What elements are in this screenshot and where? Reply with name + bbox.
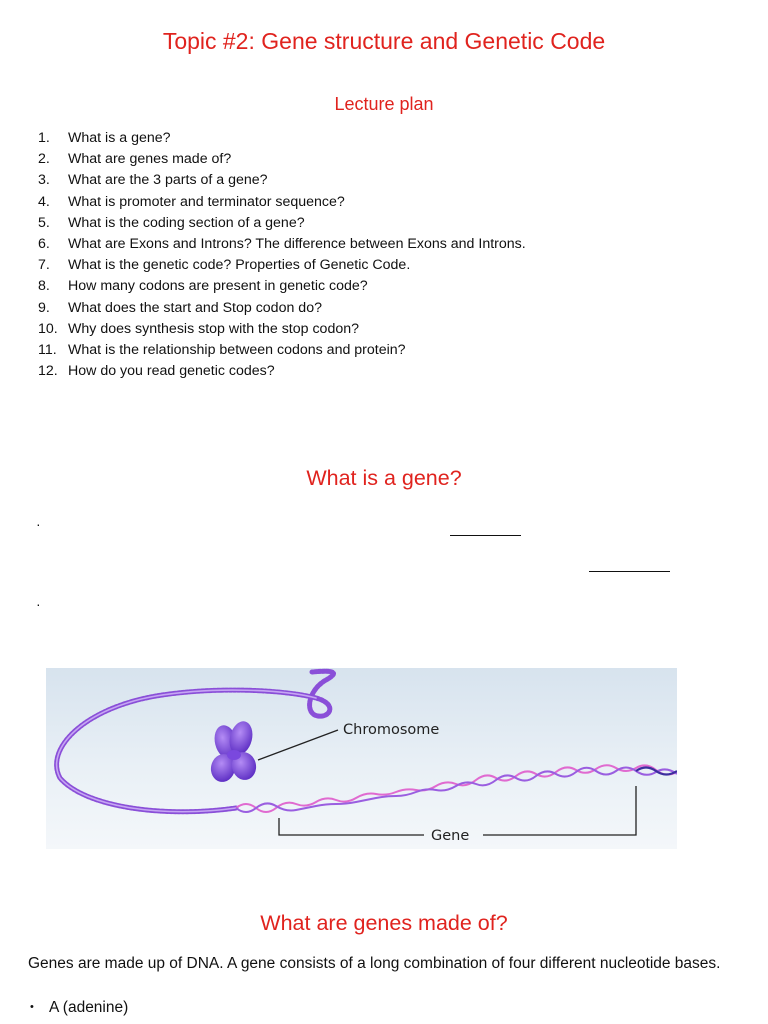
gene-label: Gene bbox=[431, 828, 470, 844]
plan-item bbox=[38, 213, 526, 234]
chromosome-label: Chromosome bbox=[343, 722, 440, 738]
section-heading-genes-made-of: What are genes made of? bbox=[260, 911, 508, 935]
plan-item-number: 4. bbox=[38, 193, 50, 210]
plan-item bbox=[38, 319, 526, 340]
plan-item-text: What is promoter and terminator sequence? bbox=[68, 193, 345, 210]
chromosome-gene-diagram bbox=[46, 668, 677, 849]
diagram-background bbox=[46, 668, 677, 849]
plan-item-number: 8. bbox=[38, 278, 50, 295]
fill-in-blank-line bbox=[450, 535, 521, 536]
bullet-point: · bbox=[36, 596, 41, 612]
plan-item-text: What are the 3 parts of a gene? bbox=[68, 172, 268, 189]
plan-item-text: What is a gene? bbox=[68, 130, 171, 146]
plan-item-number: 11. bbox=[38, 342, 57, 359]
plan-item-number: 6. bbox=[38, 236, 50, 253]
plan-item-text: What are Exons and Introns? The difference between Exons and Introns. bbox=[68, 236, 526, 253]
lecture-plan-heading: Lecture plan bbox=[334, 94, 434, 114]
plan-item bbox=[38, 170, 526, 191]
plan-item bbox=[38, 298, 526, 319]
genes-description: Genes are made up of DNA. A gene consists of a long combination of four different nucleotide bases. bbox=[28, 955, 721, 972]
plan-item-number: 9. bbox=[38, 299, 50, 316]
plan-item bbox=[38, 340, 526, 361]
bullet-point: · bbox=[36, 516, 41, 532]
plan-item-text: How do you read genetic codes? bbox=[68, 363, 275, 380]
plan-item-text: How many codons are present in genetic code? bbox=[68, 278, 368, 295]
plan-item-text: What is the relationship between codons and protein? bbox=[68, 342, 406, 359]
plan-item bbox=[38, 149, 526, 170]
plan-item bbox=[38, 192, 526, 213]
fill-in-blank-line bbox=[589, 571, 670, 572]
plan-item bbox=[38, 276, 526, 297]
list-item bbox=[30, 999, 128, 1017]
bullet-marker: • bbox=[30, 1001, 34, 1013]
plan-item-text: What does the start and Stop codon do? bbox=[68, 299, 322, 316]
plan-item-text: What is the coding section of a gene? bbox=[68, 214, 305, 231]
plan-item-text: What is the genetic code? Properties of Genetic Code. bbox=[68, 257, 411, 274]
plan-item-text: Why does synthesis stop with the stop codon? bbox=[68, 320, 360, 337]
plan-item-number: 7. bbox=[38, 257, 50, 274]
plan-item-number: 1. bbox=[38, 130, 50, 146]
plan-item-number: 10. bbox=[38, 320, 58, 337]
lecture-plan-list bbox=[38, 128, 526, 382]
plan-item bbox=[38, 255, 526, 276]
nucleotide-base-adenine: A (adenine) bbox=[49, 999, 129, 1016]
plan-item-text: What are genes made of? bbox=[68, 151, 232, 168]
plan-item-number: 12. bbox=[38, 363, 58, 380]
plan-item bbox=[38, 128, 526, 149]
plan-item-number: 5. bbox=[38, 214, 50, 231]
plan-item bbox=[38, 361, 526, 382]
page-title: Topic #2: Gene structure and Genetic Code bbox=[162, 28, 606, 54]
section-heading-what-is-a-gene: What is a gene? bbox=[306, 466, 462, 490]
plan-item-number: 3. bbox=[38, 172, 50, 189]
plan-item-number: 2. bbox=[38, 151, 50, 168]
plan-item bbox=[38, 234, 526, 255]
